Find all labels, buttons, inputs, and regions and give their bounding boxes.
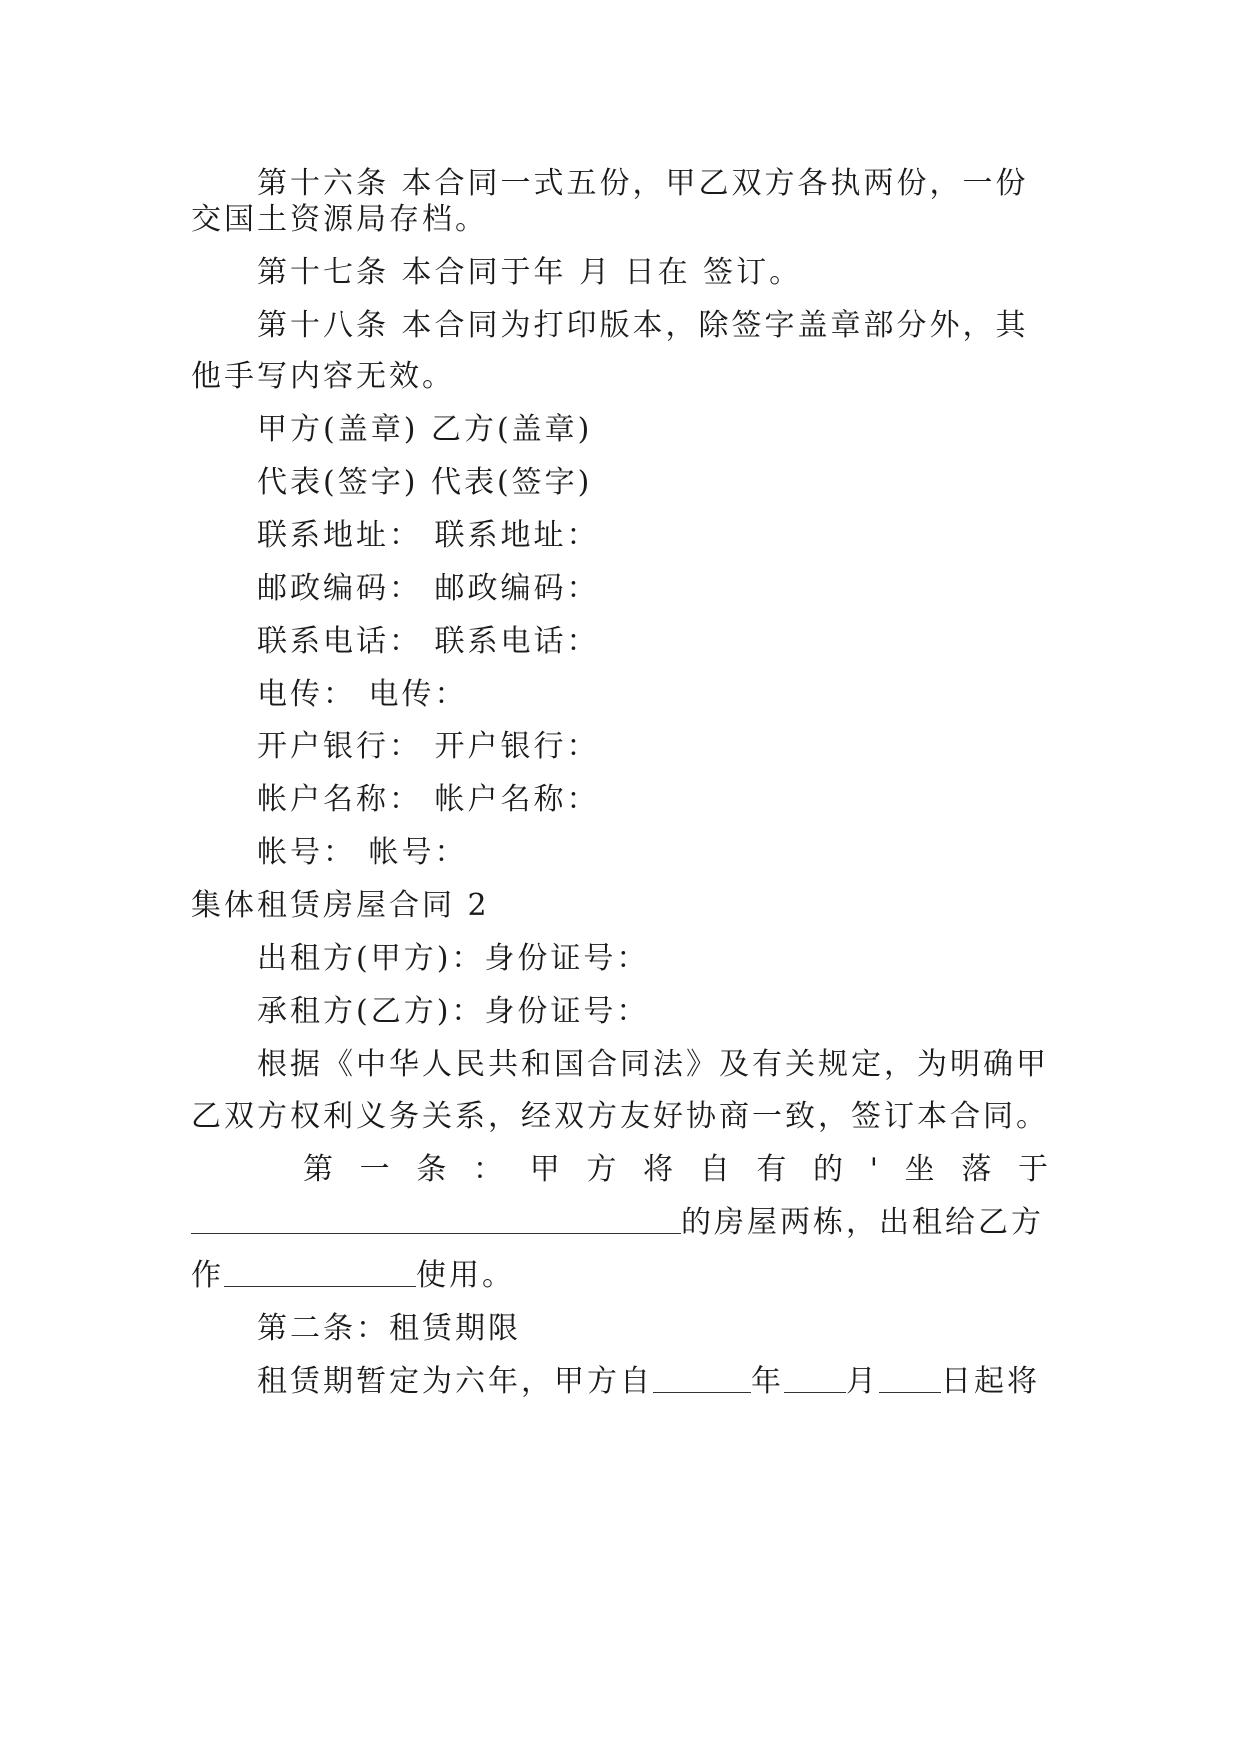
account-name-line: 帐户名称： 帐户名称： (257, 782, 600, 817)
article-2-text-a: 租赁期暂定为六年，甲方自 (257, 1364, 653, 1399)
article-1-char: 的 (813, 1152, 844, 1187)
article-1-char: 于 (1017, 1152, 1048, 1187)
article-1-char: 将 (643, 1152, 674, 1187)
article-1-char: 坐 (904, 1152, 935, 1187)
bank-line: 开户银行： 开户银行： (257, 729, 600, 764)
article-1-char: 甲 (529, 1152, 560, 1187)
purpose-blank (224, 1260, 416, 1287)
article-16-line-2: 交国土资源局存档。 (191, 202, 488, 237)
article-1-line-3-suffix: 使用。 (416, 1258, 515, 1293)
start-month-blank (784, 1366, 846, 1393)
article-1-line-3-prefix: 作 (191, 1258, 224, 1293)
lessee-line: 承租方(乙方)：身份证号： (257, 994, 650, 1029)
article-1-line-3 (191, 1256, 1051, 1296)
article-18-line-1: 第十八条 本合同为打印版本，除签字盖章部分外，其 (257, 308, 1029, 343)
article-1-char: 有 (756, 1152, 787, 1187)
article-1-char: 第 (303, 1152, 333, 1187)
location-blank (191, 1207, 681, 1234)
article-16-line-1: 第十六条 本合同一式五份，甲乙双方各执两份，一份 (257, 166, 1029, 201)
article-1-line-1 (303, 1150, 1048, 1190)
start-day-blank (879, 1366, 941, 1393)
postcode-line: 邮政编码： 邮政编码： (257, 571, 600, 606)
article-1-char: 自 (699, 1152, 730, 1187)
preamble-line-1: 根据《中华人民共和国合同法》及有关规定，为明确甲 (257, 1047, 1049, 1082)
phone-line: 联系电话： 联系电话： (257, 624, 600, 659)
article-1-char: 条 (416, 1152, 447, 1187)
article-1-char: ： (473, 1152, 504, 1187)
fax-line: 电传： 电传： (257, 677, 468, 712)
signature-line: 代表(签字) 代表(签字) (257, 465, 593, 500)
article-1-char: ' (869, 1152, 878, 1187)
article-1-line-2 (191, 1203, 1051, 1243)
article-2-heading: 第二条：租赁期限 (257, 1311, 521, 1346)
article-2-text-c: 月 (846, 1364, 879, 1399)
seal-line: 甲方(盖章) 乙方(盖章) (257, 412, 593, 447)
account-number-line: 帐号： 帐号： (257, 835, 468, 870)
article-1-char: 方 (586, 1152, 617, 1187)
address-line: 联系地址： 联系地址： (257, 518, 600, 553)
article-18-line-2: 他手写内容无效。 (191, 359, 455, 394)
article-2-text-d: 日起将 (941, 1364, 1040, 1399)
lessor-line: 出租方(甲方)：身份证号： (257, 941, 650, 976)
preamble-line-2: 乙双方权利义务关系，经双方友好协商一致，签订本合同。 (191, 1099, 1049, 1134)
contract-2-title: 集体租赁房屋合同 2 (191, 888, 490, 923)
article-1-char: 一 (359, 1152, 390, 1187)
article-2-text-b: 年 (751, 1364, 784, 1399)
article-1-char: 落 (961, 1152, 992, 1187)
start-year-blank (653, 1366, 751, 1393)
article-17: 第十七条 本合同于年 月 日在 签订。 (257, 255, 803, 290)
article-2-line-1 (257, 1362, 1051, 1402)
article-1-line-2-text: 的房屋两栋，出租给乙方 (681, 1205, 1044, 1240)
